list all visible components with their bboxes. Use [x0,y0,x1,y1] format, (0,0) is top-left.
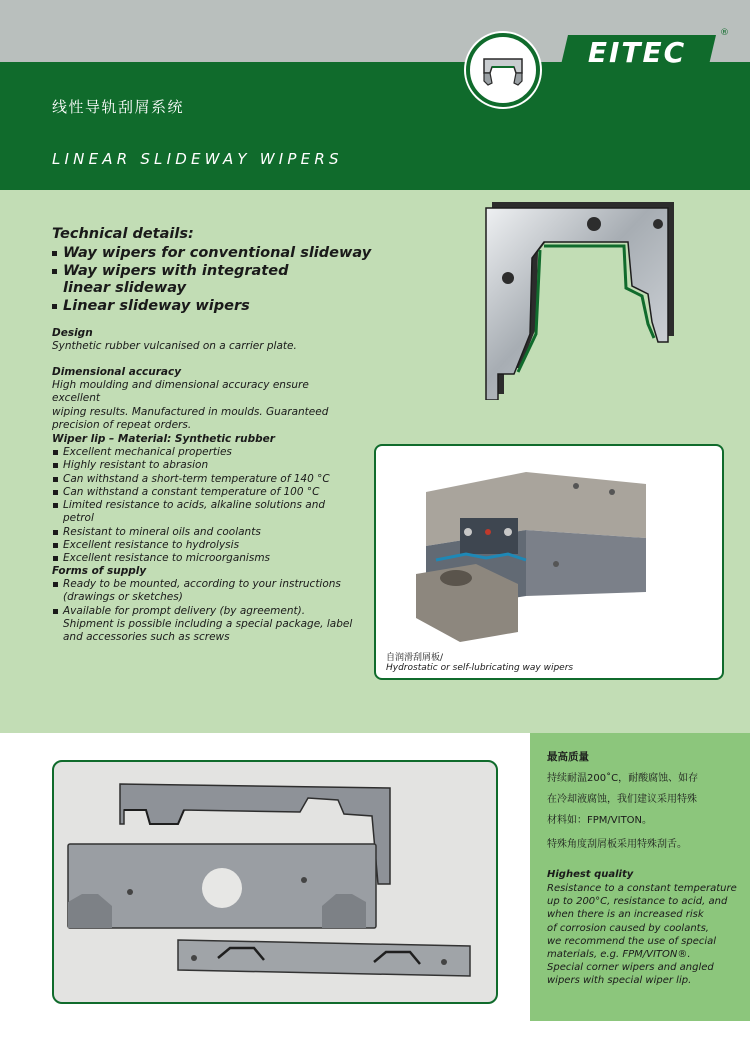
supply-title: Forms of supply [52,565,147,577]
quality-title-en: Highest quality [547,869,634,880]
wiper-lip-title: Wiper lip – Material: Synthetic rubber [52,433,275,445]
list-item: Excellent resistance to microorganisms [52,552,352,565]
list-item: Resistant to mineral oils and coolants [52,526,352,539]
list-item: Can withstand a constant temperature of 100 °C [52,486,352,499]
eitec-logo [560,33,718,71]
page-title-en: LINEAR SLIDEWAY WIPERS [52,150,343,168]
wiper-profile-icon [470,37,536,103]
page-title-cn: 线性导轨刮屑系统 [52,98,185,116]
photo-caption-cn: 自润滑刮屑板/ [386,653,444,663]
list-item: Way wipers for conventional slideway [52,245,382,263]
list-item: Excellent mechanical properties [52,446,352,459]
design-text: Synthetic rubber vulcanised on a carrier plate. [52,340,297,352]
list-item: Can withstand a short-term temperature of 140 °C [52,473,352,486]
header-green-band [0,62,750,190]
quality-text-cn: 持续耐温200˚C，耐酸腐蚀、如存 在冷却液腐蚀，我们建议采用特殊 材料如：FPM/VITON。 [547,773,699,826]
technical-heading: Technical details: [52,226,194,242]
wiper-plates-photo [52,760,498,1004]
wiper-lip-list [52,446,352,566]
list-item: Limited resistance to acids, alkaline solutions and petrol [52,499,352,526]
logo-text: EITEC [587,36,687,69]
supply-list [52,578,362,644]
quality-text-cn-2: 特殊角度刮屑板采用特殊刮舌。 [547,839,687,850]
quality-text-en: Resistance to a constant temperature up to 200°C, resistance to acid, and when there is an increased risk of corrosion caused by coolants, we recommend the use of special materials, e.g. FPM/VITON®. Special corner wipers and angled wipers with special wiper lip. [547,883,737,987]
hydrostatic-wiper-photo [374,444,724,680]
list-item: Way wipers with integrated linear slideway [52,263,382,298]
list-item: Available for prompt delivery (by agreement). Shipment is possible including a special package, label and accessories such as screws [52,605,362,645]
registered-mark: ® [720,28,729,38]
quality-title-cn: 最高质量 [547,751,589,763]
list-item: Highly resistant to abrasion [52,459,352,472]
wiper-plate-illustration [478,196,684,400]
list-item: Ready to be mounted, according to your instructions (drawings or sketches) [52,578,362,605]
design-title: Design [52,327,93,339]
wiper-plates-image [54,762,496,1002]
list-item: Linear slideway wipers [52,298,382,316]
technical-list [52,245,382,315]
list-item: Excellent resistance to hydrolysis [52,539,352,552]
dimensional-title: Dimensional accuracy [52,366,182,378]
dimensional-text: High moulding and dimensional accuracy ensure excellent wiping results. Manufactured in moulds. Guaranteed precision of repeat orders. [52,379,329,431]
logo-badge [466,33,540,107]
linear-block-image [376,446,722,646]
photo-caption-en: Hydrostatic or self-lubricating way wipers [386,663,574,673]
